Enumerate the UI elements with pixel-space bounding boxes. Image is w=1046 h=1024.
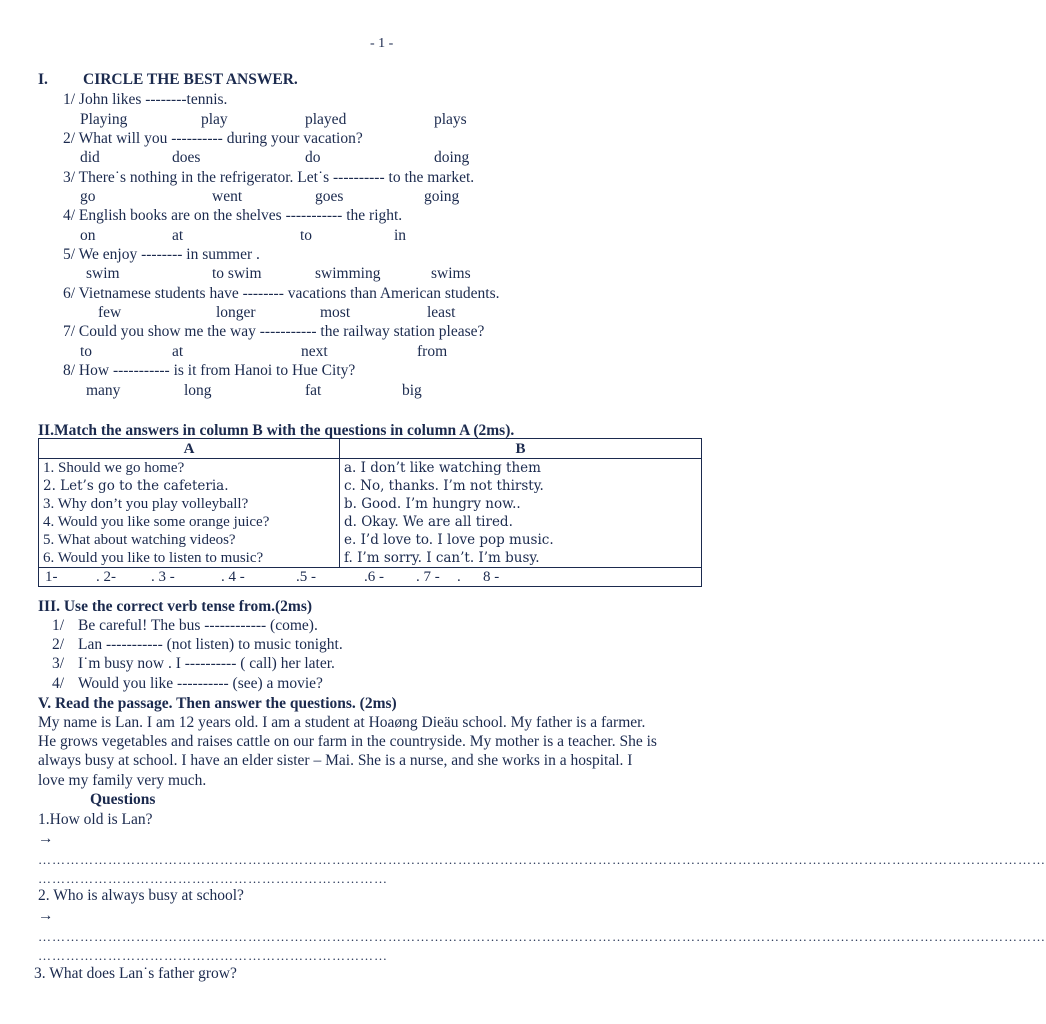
option: few (98, 304, 122, 321)
question-6: 6/ Vietnamese students have -------- vacations than American students. (63, 285, 500, 302)
verb-item: Lan ----------- (not listen) to music tonight. (78, 636, 343, 653)
arrow-icon: → (38, 830, 54, 847)
column-a-header: A (39, 439, 340, 459)
option: long (184, 382, 212, 399)
option: from (417, 343, 448, 360)
answer-slot: . 3 - (151, 569, 175, 585)
answer-slot: . 4 - (221, 569, 245, 585)
question-4: 4/ English books are on the shelves ----------- the right. (63, 207, 403, 224)
table-row (39, 549, 702, 568)
option: did (80, 149, 100, 166)
table-row (39, 477, 702, 495)
option: in (394, 227, 407, 244)
passage-line: He grows vegetables and raises cattle on our farm in the countryside. My mother is a teacher. She is (38, 733, 657, 750)
answer-slot: 8 - (483, 569, 500, 585)
option: swim (86, 265, 120, 282)
column-a-cell: 2. Let’s go to the cafeteria. (39, 477, 340, 495)
column-b-cell: d. Okay. We are all tired. (340, 513, 702, 531)
option: Playing (80, 111, 128, 128)
option: go (80, 188, 96, 205)
table-row (39, 513, 702, 531)
option: next (301, 343, 328, 360)
option: goes (315, 188, 344, 205)
section1-number: I. (38, 71, 48, 88)
answer-slot: . 7 - (416, 569, 440, 585)
verb-item: I˙m busy now . I ---------- ( call) her later. (78, 655, 335, 672)
answer-slot: 1- (45, 569, 58, 585)
option: at (172, 227, 184, 244)
column-b-cell: c. No, thanks. I’m not thirsty. (340, 477, 702, 495)
option: on (80, 227, 96, 244)
passage-line: always busy at school. I have an elder sister – Mai. She is a nurse, and she works in a hospital. I (38, 752, 633, 769)
reading-question-2: 2. Who is always busy at school? (38, 887, 244, 904)
answer-slot: .5 - (296, 569, 316, 585)
option: fat (305, 382, 322, 399)
question-7: 7/ Could you show me the way ----------- the railway station please? (63, 323, 485, 340)
verb-item: Would you like ---------- (see) a movie? (78, 675, 323, 692)
option: to (300, 227, 313, 244)
answer-slot: .6 - (364, 569, 384, 585)
item-number: 4/ (52, 675, 65, 692)
question-3: 3/ There˙s nothing in the refrigerator. Let˙s ---------- to the market. (63, 169, 475, 186)
column-a-cell: 4. Would you like some orange juice? (39, 513, 340, 531)
reading-question-1: 1.How old is Lan? (38, 811, 153, 828)
column-a-cell: 6. Would you like to listen to music? (39, 549, 340, 568)
question-5: 5/ We enjoy -------- in summer . (63, 246, 260, 263)
option: to (80, 343, 93, 360)
section2-title: II.Match the answers in column B with the questions in column A (2ms). (38, 422, 515, 439)
option: went (212, 188, 243, 205)
answer-cell (39, 568, 702, 587)
option: doing (434, 149, 470, 166)
item-number: 1/ (52, 617, 65, 634)
column-b-cell: a. I don’t like watching them (340, 459, 702, 478)
option: play (201, 111, 228, 128)
question-2: 2/ What will you ---------- during your vacation? (63, 130, 363, 147)
answer-dots: ………………………………………………………………… (38, 948, 388, 963)
answer-dots: ……………………………………………………………………………………………………………………………………………………………………………………………… (38, 852, 1046, 867)
option: least (427, 304, 456, 321)
column-a-cell: 5. What about watching videos? (39, 531, 340, 549)
arrow-icon: → (38, 907, 54, 924)
option: do (305, 149, 321, 166)
answer-dots: ……………………………………………………………………………………………………………………………………………………………………………………………… (38, 929, 1046, 944)
column-a-cell: 1. Should we go home? (39, 459, 340, 478)
column-b-cell: f. I’m sorry. I can’t. I’m busy. (340, 549, 702, 568)
option: does (172, 149, 201, 166)
column-a-cell: 3. Why don’t you play volleyball? (39, 495, 340, 513)
reading-question-3: 3. What does Lan˙s father grow? (34, 965, 237, 982)
section5-title: V. Read the passage. Then answer the questions. (2ms) (38, 695, 397, 712)
option: most (320, 304, 351, 321)
column-b-cell: b. Good. I’m hungry now.. (340, 495, 702, 513)
table-row (39, 495, 702, 513)
option: to swim (212, 265, 262, 282)
answer-row (39, 568, 702, 587)
column-b-cell: e. I’d love to. I love pop music. (340, 531, 702, 549)
option: at (172, 343, 184, 360)
question-1: 1/ John likes --------tennis. (63, 91, 228, 108)
option: many (86, 382, 121, 399)
passage-line: love my family very much. (38, 772, 207, 789)
answer-slot: . (457, 569, 461, 585)
section3-title: III. Use the correct verb tense from.(2ms) (38, 598, 313, 615)
verb-item: Be careful! The bus ------------ (come). (78, 617, 318, 634)
option: big (402, 382, 422, 399)
option: played (305, 111, 347, 128)
option: plays (434, 111, 467, 128)
questions-label: Questions (90, 791, 156, 808)
option: swimming (315, 265, 381, 282)
table-row (39, 459, 702, 478)
option: longer (216, 304, 256, 321)
table-row (39, 531, 702, 549)
column-b-header: B (340, 439, 702, 459)
option: swims (431, 265, 471, 282)
passage-line: My name is Lan. I am 12 years old. I am a student at Hoaøng Dieäu school. My father is a farmer. (38, 714, 646, 731)
answer-dots: ………………………………………………………………… (38, 871, 388, 886)
option: going (424, 188, 460, 205)
page-number: - 1 - (370, 36, 394, 51)
question-8: 8/ How ----------- is it from Hanoi to Hue City? (63, 362, 356, 379)
section1-title: CIRCLE THE BEST ANSWER. (83, 71, 298, 88)
answer-slot: . 2- (96, 569, 116, 585)
item-number: 3/ (52, 655, 65, 672)
match-table (38, 438, 702, 587)
item-number: 2/ (52, 636, 65, 653)
